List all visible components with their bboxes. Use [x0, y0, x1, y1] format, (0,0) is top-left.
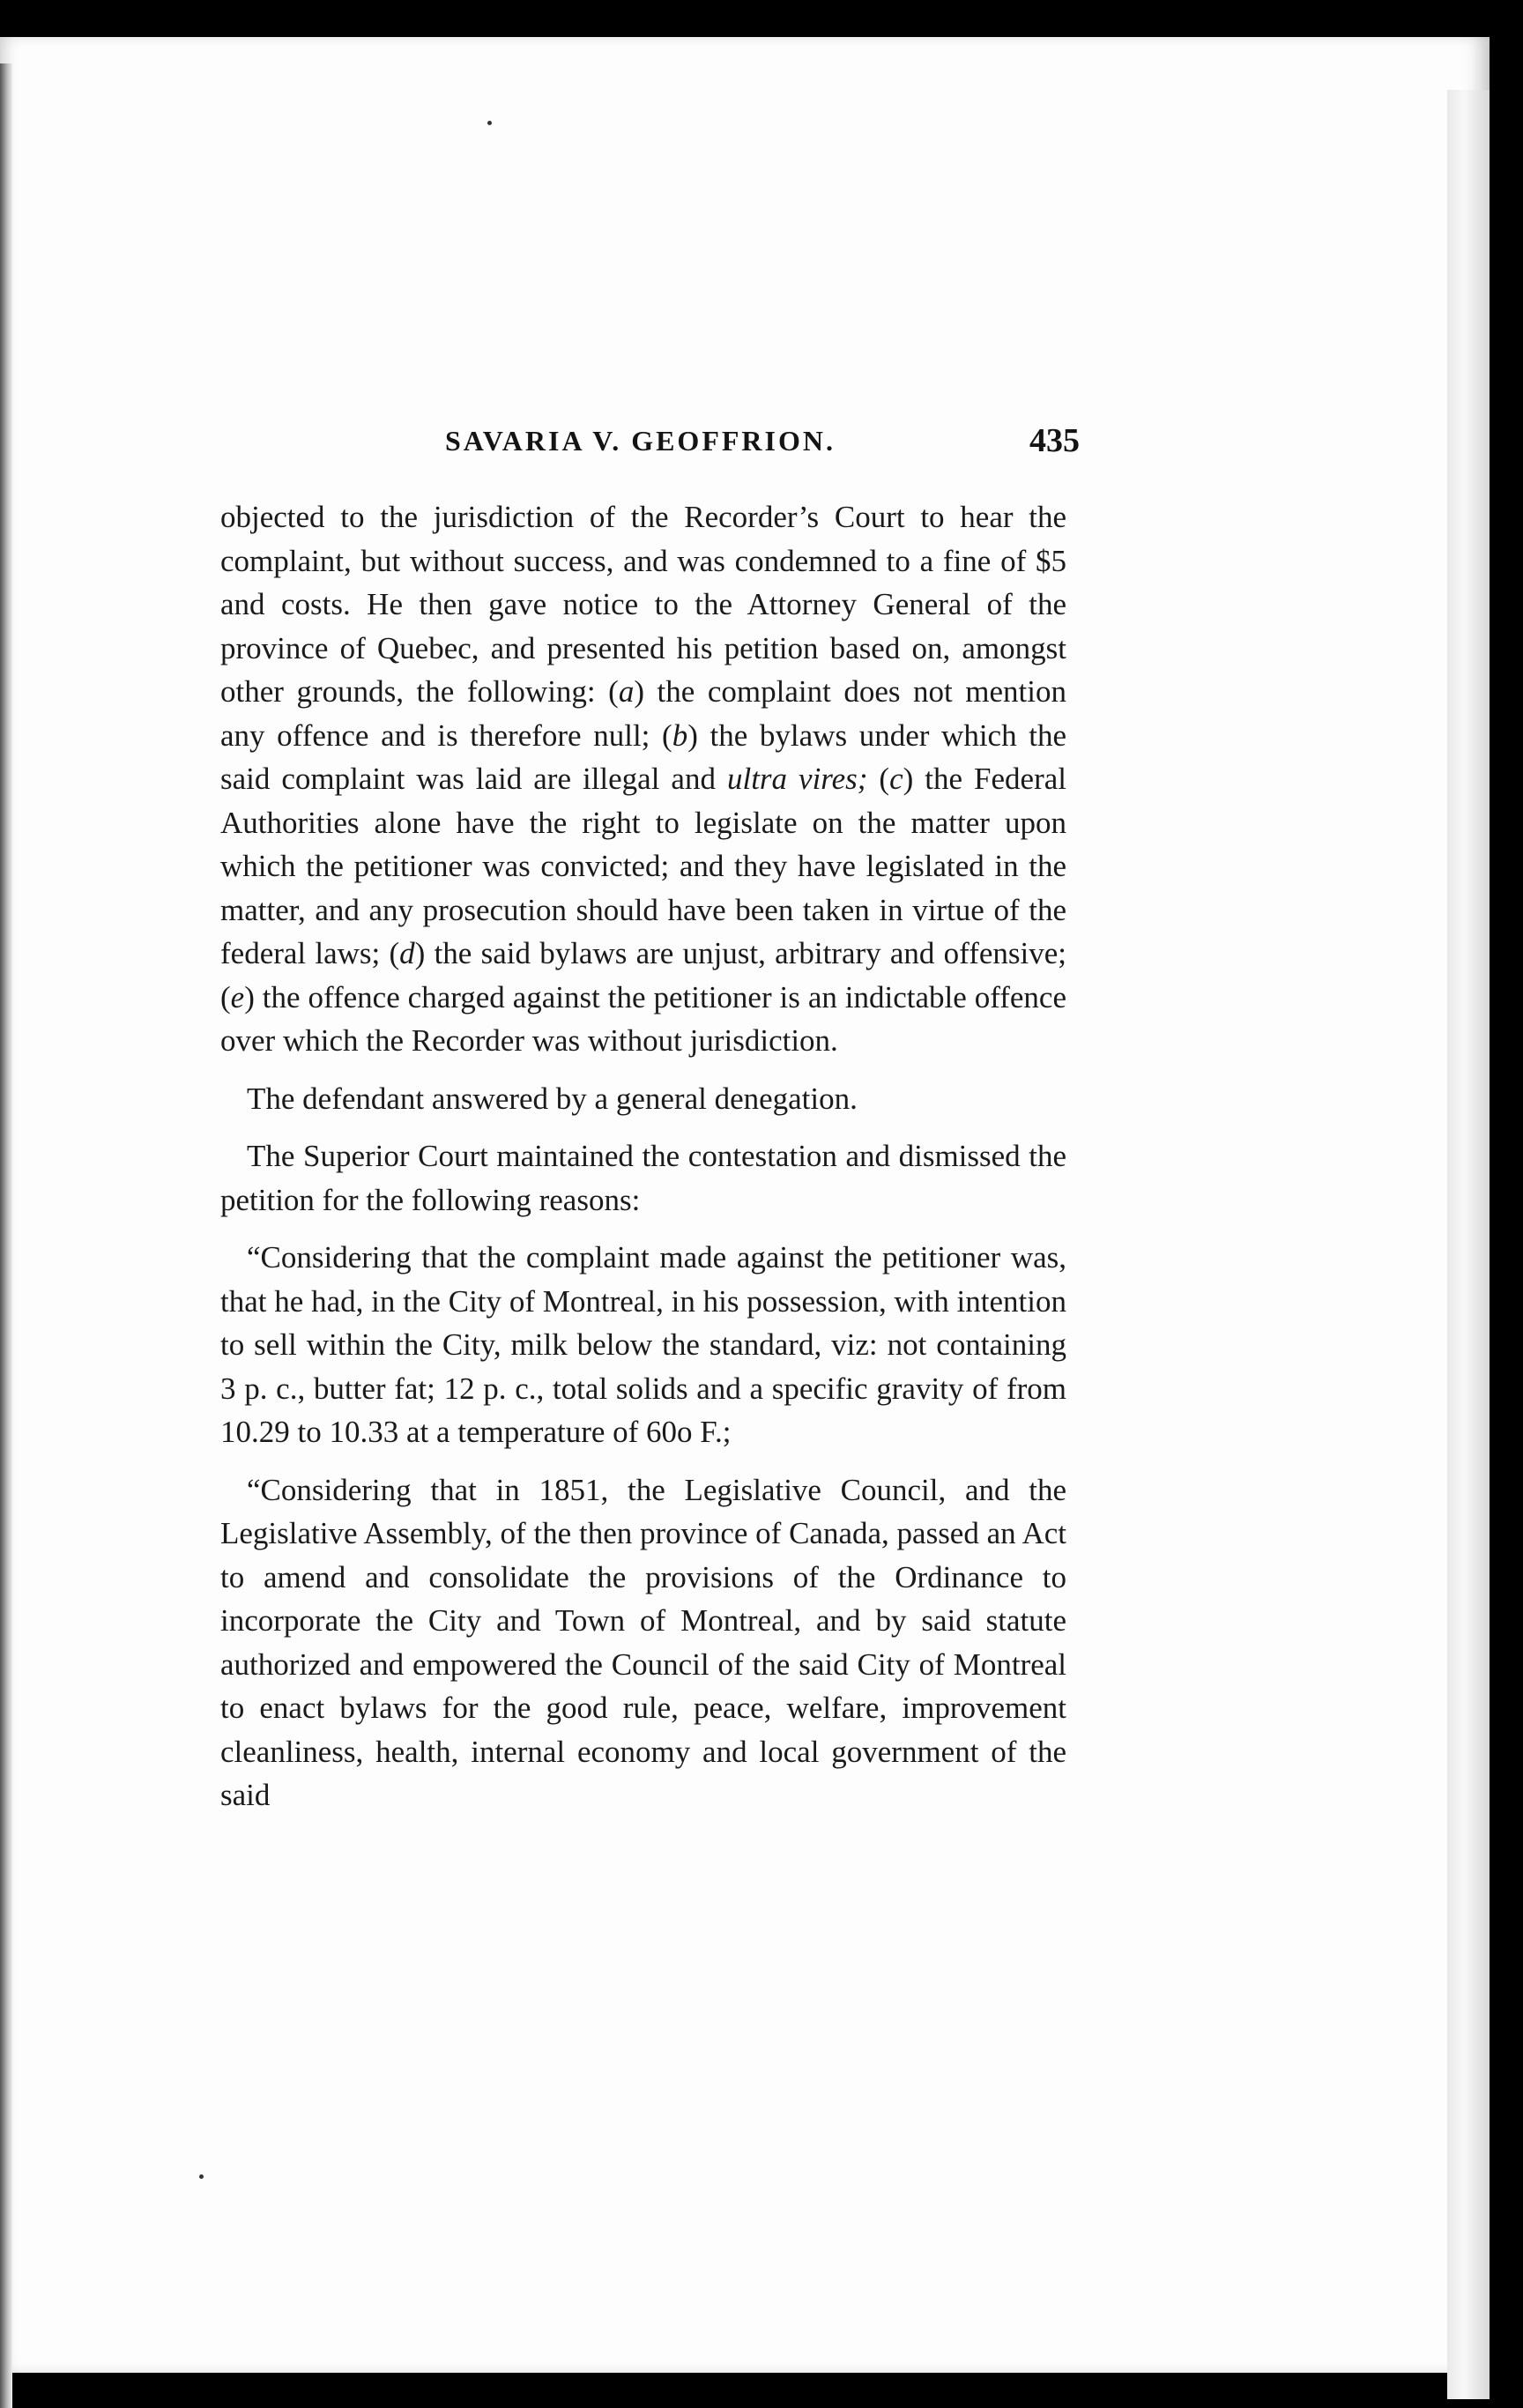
body-text: [220, 495, 1066, 1832]
text-run: ) the complaint does not mention any offence and is therefore null; (: [220, 674, 1067, 753]
page-header: [445, 422, 1080, 469]
running-head: SAVARIA V. GEOFFRION.: [445, 425, 836, 457]
italic-text: b: [672, 717, 688, 753]
text-run: ) the Federal Authorities alone have the right to legislate on the matter upon which the petitioner was convicted; and they have legislated in the matter, and any prosecution should have been taken in virtue of the federal laws; (: [220, 762, 1066, 970]
italic-text: e: [230, 979, 245, 1014]
italic-text: a: [618, 674, 635, 709]
paragraph-p1: [220, 495, 1066, 1063]
print-speck: [199, 2174, 204, 2179]
text-run: The Superior Court maintained the contestation and dismissed the petition for the following reasons:: [220, 1139, 1066, 1217]
italic-text: ultra vires;: [726, 762, 868, 796]
text-run: ) the bylaws under which the said complaint was laid are illegal and: [220, 717, 1066, 796]
italic-text: c: [889, 762, 903, 796]
italic-text: d: [399, 936, 415, 970]
text-run: “Considering that in 1851, the Legislative Council, and the Legislative Assembly, of the then province of Canada, passed an Act to amend and consolidate the provisions of the Ordinance to incorporate the City and Town of Montreal, and by said statute authorized and empowered the Council of the said City of Montreal to enact bylaws for the good rule, peace, welfare, improvement cleanliness, health, internal economy and local government of the said: [220, 1472, 1066, 1812]
paragraph-p5: [220, 1468, 1066, 1817]
paragraph-p2: [220, 1077, 1066, 1121]
paragraph-p4: [220, 1236, 1066, 1454]
page-edge: [1447, 90, 1490, 2399]
page-gutter-shadow: [0, 63, 12, 2408]
text-run: (: [867, 762, 890, 796]
text-run: objected to the jurisdiction of the Recorder’s Court to hear the complaint, but without success, and was condemned to a fine of $5 and costs. He then gave notice to the Attorney General of the province of Quebec, and presented his petition based on, amongst other grounds, the following: (: [220, 500, 1066, 709]
text-run: The defendant answered by a general denegation.: [247, 1081, 858, 1116]
page-number: 435: [1029, 422, 1080, 459]
print-speck: [487, 121, 492, 125]
text-run: “Considering that the complaint made against the petitioner was, that he had, in the City of Montreal, in his possession, with intention to sell within the City, milk below the standard, viz: not containing 3 p. c., butter fat; 12 p. c., total solids and a specific gravity of from 10.29 to 10.33 at a temperature of 60o F.;: [220, 1240, 1066, 1449]
book-page: [0, 37, 1490, 2373]
paragraph-p3: [220, 1134, 1066, 1222]
text-run: ) the offence charged against the petitioner is an indictable offence over which the Recorder was without jurisdiction.: [220, 979, 1066, 1058]
text-run: ) the said bylaws are unjust, arbitrary and offensive; (: [220, 936, 1066, 1014]
